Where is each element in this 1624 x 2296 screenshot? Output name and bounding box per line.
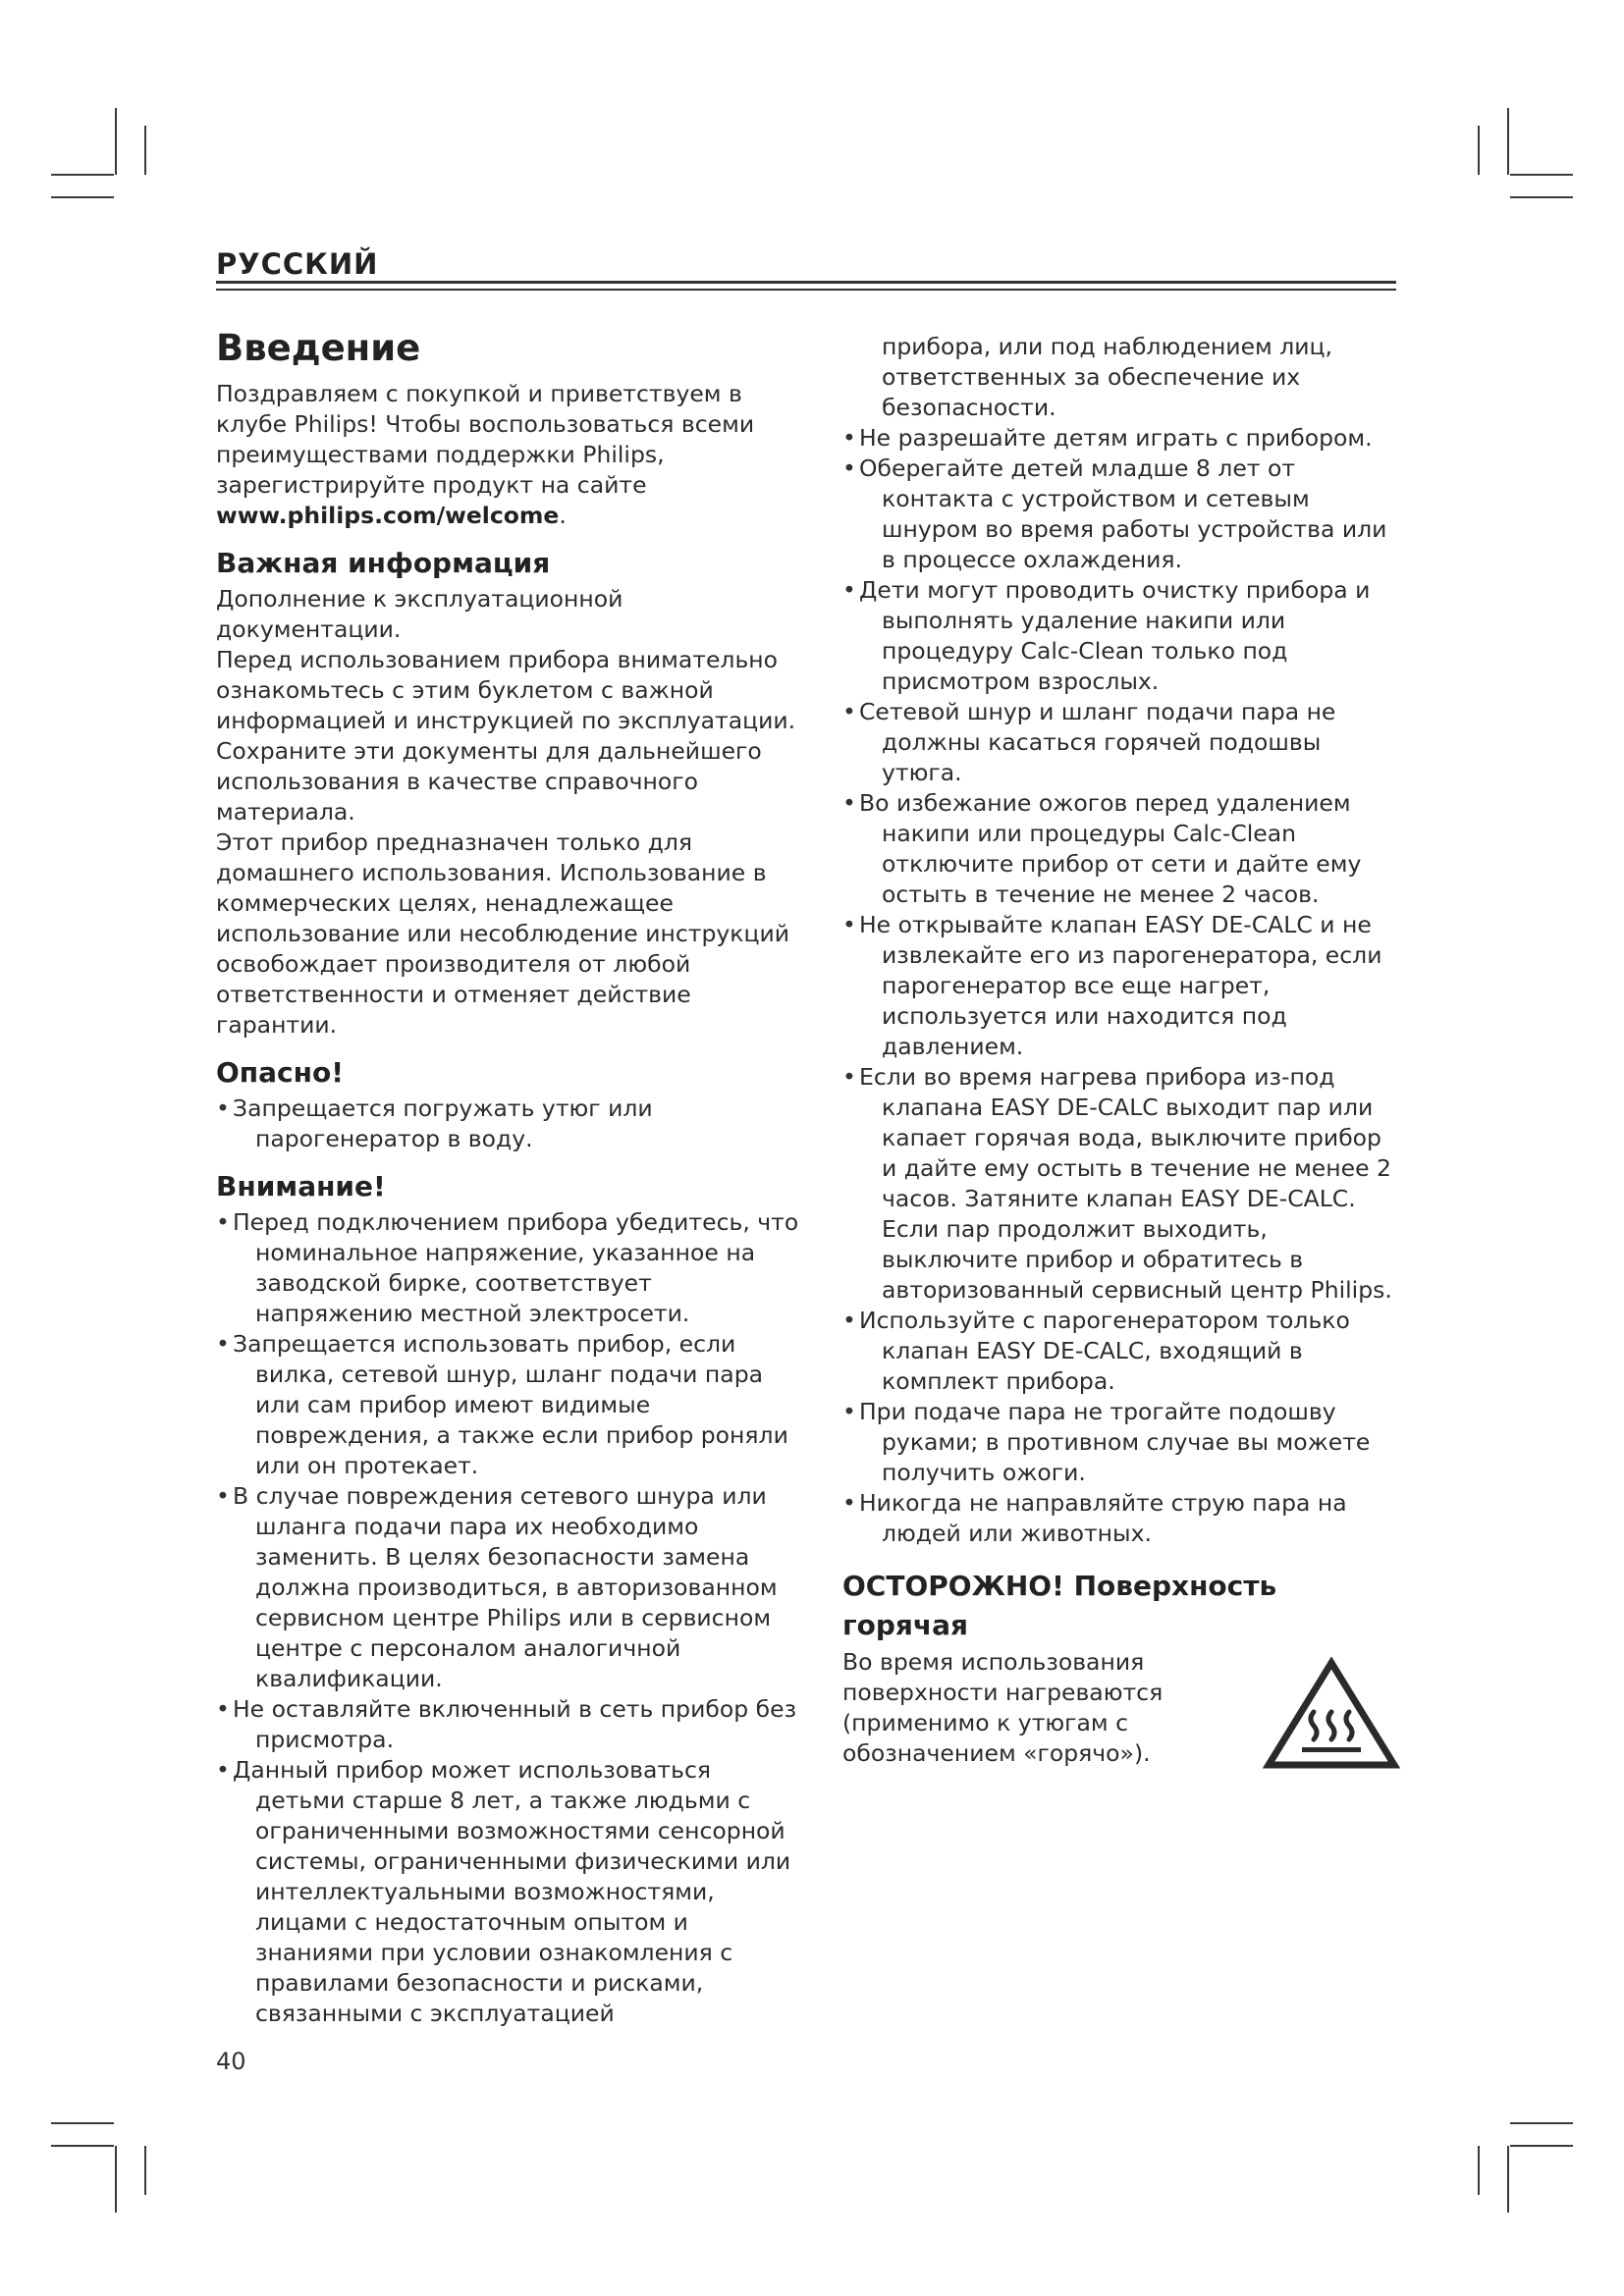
list-item: • Запрещается погружать утюг или парогенератор в воду. [216, 1094, 805, 1154]
crop-mark [1510, 174, 1573, 176]
list-item: • Если во время нагрева прибора из-под клапана EASY DE-CALC выходит пар или капает горячая вода, выключите прибор и дайте ему остыть в течение не менее 2 часов. Затяните клапан EASY DE-CALC. Если пар продолжит выходить, выключите прибор и обратитесь в авторизованный сервисный центр Philips. [842, 1062, 1400, 1306]
intro-body: Поздравляем с покупкой и приветствуем в клубе Philips! Чтобы воспользоваться всеми преимуществами поддержки Philips, зарегистрируйте продукт на сайте [216, 380, 755, 499]
intro-text [216, 379, 805, 531]
crop-mark [51, 174, 114, 176]
list-item: • Не разрешайте детям играть с прибором. [842, 423, 1400, 454]
left-column [216, 324, 805, 2029]
crop-mark [51, 2122, 114, 2124]
list-item: • При подаче пара не трогайте подошву руками; в противном случае вы можете получить ожоги. [842, 1397, 1400, 1488]
header-rule [216, 289, 1396, 291]
danger-list [216, 1094, 805, 1154]
list-item: • Во избежание ожогов перед удалением накипи или процедуры Calc-Clean отключите прибор от сети и дайте ему остыть в течение не менее 2 часов. [842, 788, 1400, 910]
philips-welcome-link[interactable]: www.philips.com/welcome [216, 502, 560, 529]
list-item: • Данный прибор может использоваться детьми старше 8 лет, а также людьми с ограниченными возможностями сенсорной системы, ограниченными физическими или интеллектуальными возможностями, лицами с недостаточным опытом и знаниями при условии ознакомления с правилами безопасности и рисками, связанными с эксплуатацией [216, 1755, 805, 2029]
list-item: • Не открывайте клапан EASY DE-CALC и не извлекайте его из парогенератора, если парогенератор все еще нагрет, используется или находится под давлением. [842, 910, 1400, 1062]
important-paragraph: Дополнение к эксплуатационной документации. [216, 585, 623, 643]
crop-mark [51, 196, 114, 198]
list-item: • Перед подключением прибора убедитесь, что номинальное напряжение, указанное на заводской бирке, соответствует напряжению местной электросети. [216, 1207, 805, 1329]
crop-mark [115, 108, 117, 175]
crop-mark [1510, 196, 1573, 198]
list-item: • Никогда не направляйте струю пара на людей или животных. [842, 1488, 1400, 1549]
hot-surface-title: ОСТОРОЖНО! Поверхность горячая [842, 1570, 1277, 1641]
danger-title: Опасно! [216, 1056, 344, 1089]
intro-url-end: . [559, 502, 567, 529]
warning-list-continued [842, 423, 1400, 1549]
list-item: • Запрещается использовать прибор, если вилка, сетевой шнур, шланг подачи пара или сам прибор имеют видимые повреждения, а также если прибор роняли или он протекает. [216, 1329, 805, 1481]
hot-surface-block [842, 1647, 1400, 1769]
list-item: • Не оставляйте включенный в сеть прибор без присмотра. [216, 1694, 805, 1755]
crop-mark [1507, 108, 1509, 175]
intro-title: Введение [216, 327, 421, 369]
hot-surface-warning-icon [1263, 1657, 1400, 1771]
important-paragraph: Перед использованием прибора внимательно ознакомьтесь с этим буклетом с важной информацией и инструкцией по эксплуатации. Сохраните эти документы для дальнейшего использования в качестве справочного материала. [216, 646, 796, 826]
list-item: • Используйте с парогенератором только клапан EASY DE-CALC, входящий в комплект прибора. [842, 1306, 1400, 1397]
crop-mark [1510, 2145, 1573, 2147]
crop-mark [144, 126, 146, 175]
list-item: • В случае повреждения сетевого шнура или шланга подачи пара их необходимо заменить. В целях безопасности замена должна производиться, в авторизованном сервисном центре Philips или в сервисном центре с персоналом аналогичной квалификации. [216, 1481, 805, 1694]
warning-list [216, 1207, 805, 2029]
crop-mark [115, 2146, 117, 2213]
crop-mark [1478, 126, 1480, 175]
list-item: • Дети могут проводить очистку прибора и выполнять удаление накипи или процедуру Calc-Clean только под присмотром взрослых. [842, 575, 1400, 697]
continuation-text: прибора, или под наблюдением лиц, ответственных за обеспечение их безопасности. [882, 333, 1332, 421]
warning-title: Внимание! [216, 1170, 386, 1202]
list-item: • Оберегайте детей младше 8 лет от контакта с устройством и сетевым шнуром во время работы устройства или в процессе охлаждения. [842, 454, 1400, 575]
header-rule [216, 281, 1396, 284]
crop-mark [144, 2146, 146, 2195]
crop-mark [1478, 2146, 1480, 2195]
important-paragraph: Этот прибор предназначен только для домашнего использования. Использование в коммерческих целях, ненадлежащее использование или несоблюдение инструкций освобождает производителя от любой ответственности и отменяет действие гарантии. [216, 828, 790, 1039]
important-title: Важная информация [216, 547, 551, 579]
crop-mark [1507, 2146, 1509, 2213]
hot-surface-text: Во время использования поверхности нагреваются (применимо к утюгам с обозначением «горячо»). [842, 1648, 1164, 1767]
crop-mark [1510, 2122, 1573, 2124]
right-column [842, 332, 1400, 1769]
language-header: РУССКИЙ [216, 247, 379, 281]
list-item: • Сетевой шнур и шланг подачи пара не должны касаться горячей подошвы утюга. [842, 697, 1400, 788]
crop-mark [51, 2145, 114, 2147]
page-number: 40 [216, 2048, 246, 2075]
